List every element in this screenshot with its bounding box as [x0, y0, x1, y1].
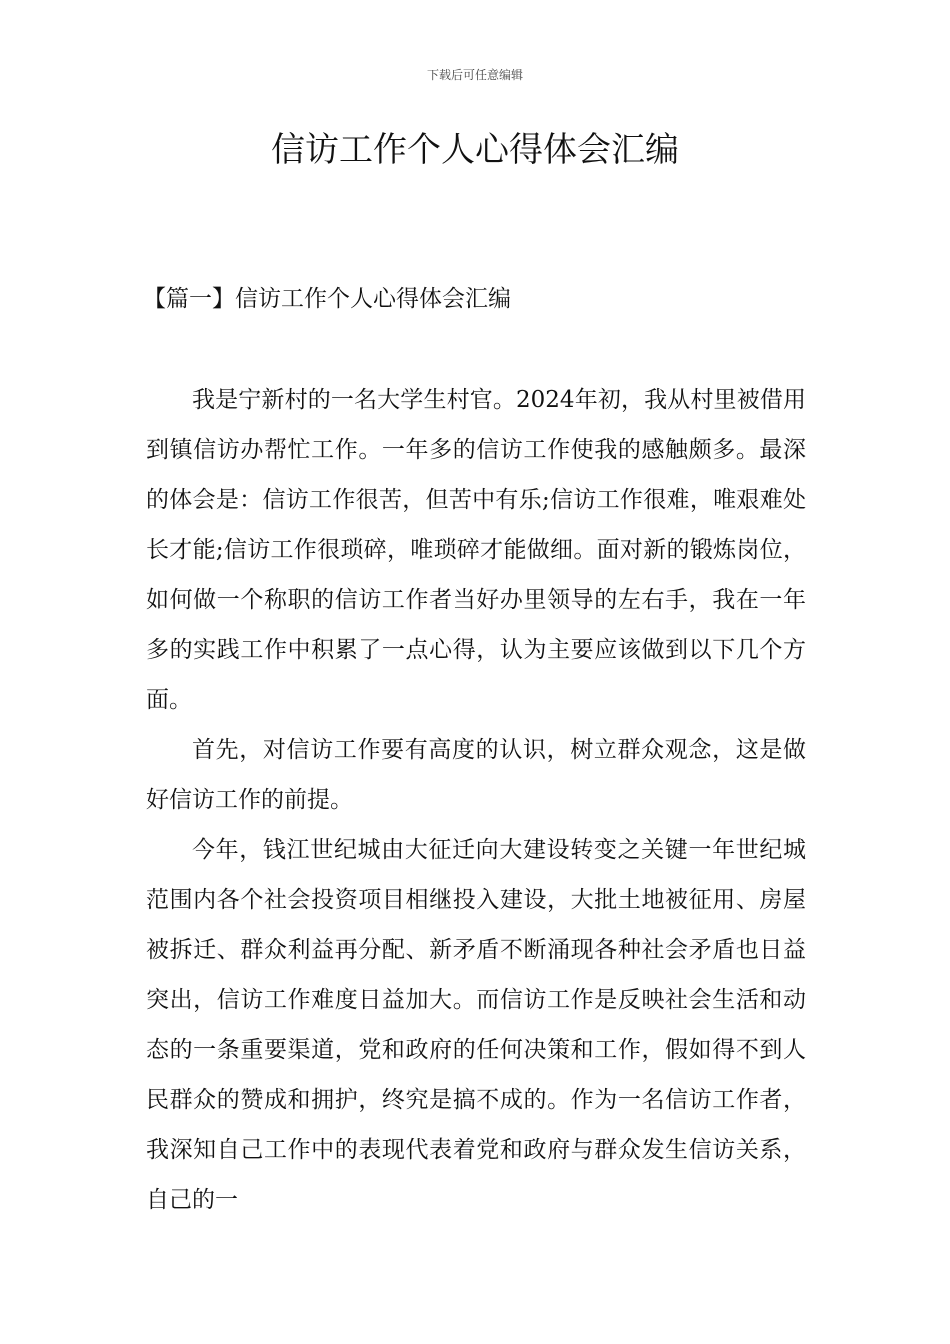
section-heading: 【篇一】信访工作个人心得体会汇编	[143, 286, 511, 312]
document-title: 信访工作个人心得体会汇编	[271, 130, 679, 170]
document-body	[146, 375, 806, 1225]
paragraph-2: 首先，对信访工作要有高度的认识，树立群众观念，这是做好信访工作的前提。	[146, 737, 806, 813]
paragraph-3: 今年，钱江世纪城由大征迁向大建设转变之关键一年世纪城范围内各个社会投资项目相继投入建设，大批土地被征用、房屋被拆迁、群众利益再分配、新矛盾不断涌现各种社会矛盾也日益突出，信访工作难度日益加大。而信访工作是反映社会生活和动态的一条重要渠道，党和政府的任何决策和工作，假如得不到人民群众的赞成和拥护，终究是搞不成的。作为一名信访工作者，我深知自己工作中的表现代表着党和政府与群众发生信访关系，自己的一	[146, 837, 806, 1213]
paragraph-1: 我是宁新村的一名大学生村官。2024年初，我从村里被借用到镇信访办帮忙工作。一年多的信访工作使我的感触颇多。最深的体会是：信访工作很苦，但苦中有乐;信访工作很难，唯艰难处长才能;信访工作很琐碎，唯琐碎才能做细。面对新的锻炼岗位，如何做一个称职的信访工作者当好办里领导的左右手，我在一年多的实践工作中积累了一点心得，认为主要应该做到以下几个方面。	[146, 387, 806, 713]
header-note: 下载后可任意编辑	[426, 68, 523, 82]
